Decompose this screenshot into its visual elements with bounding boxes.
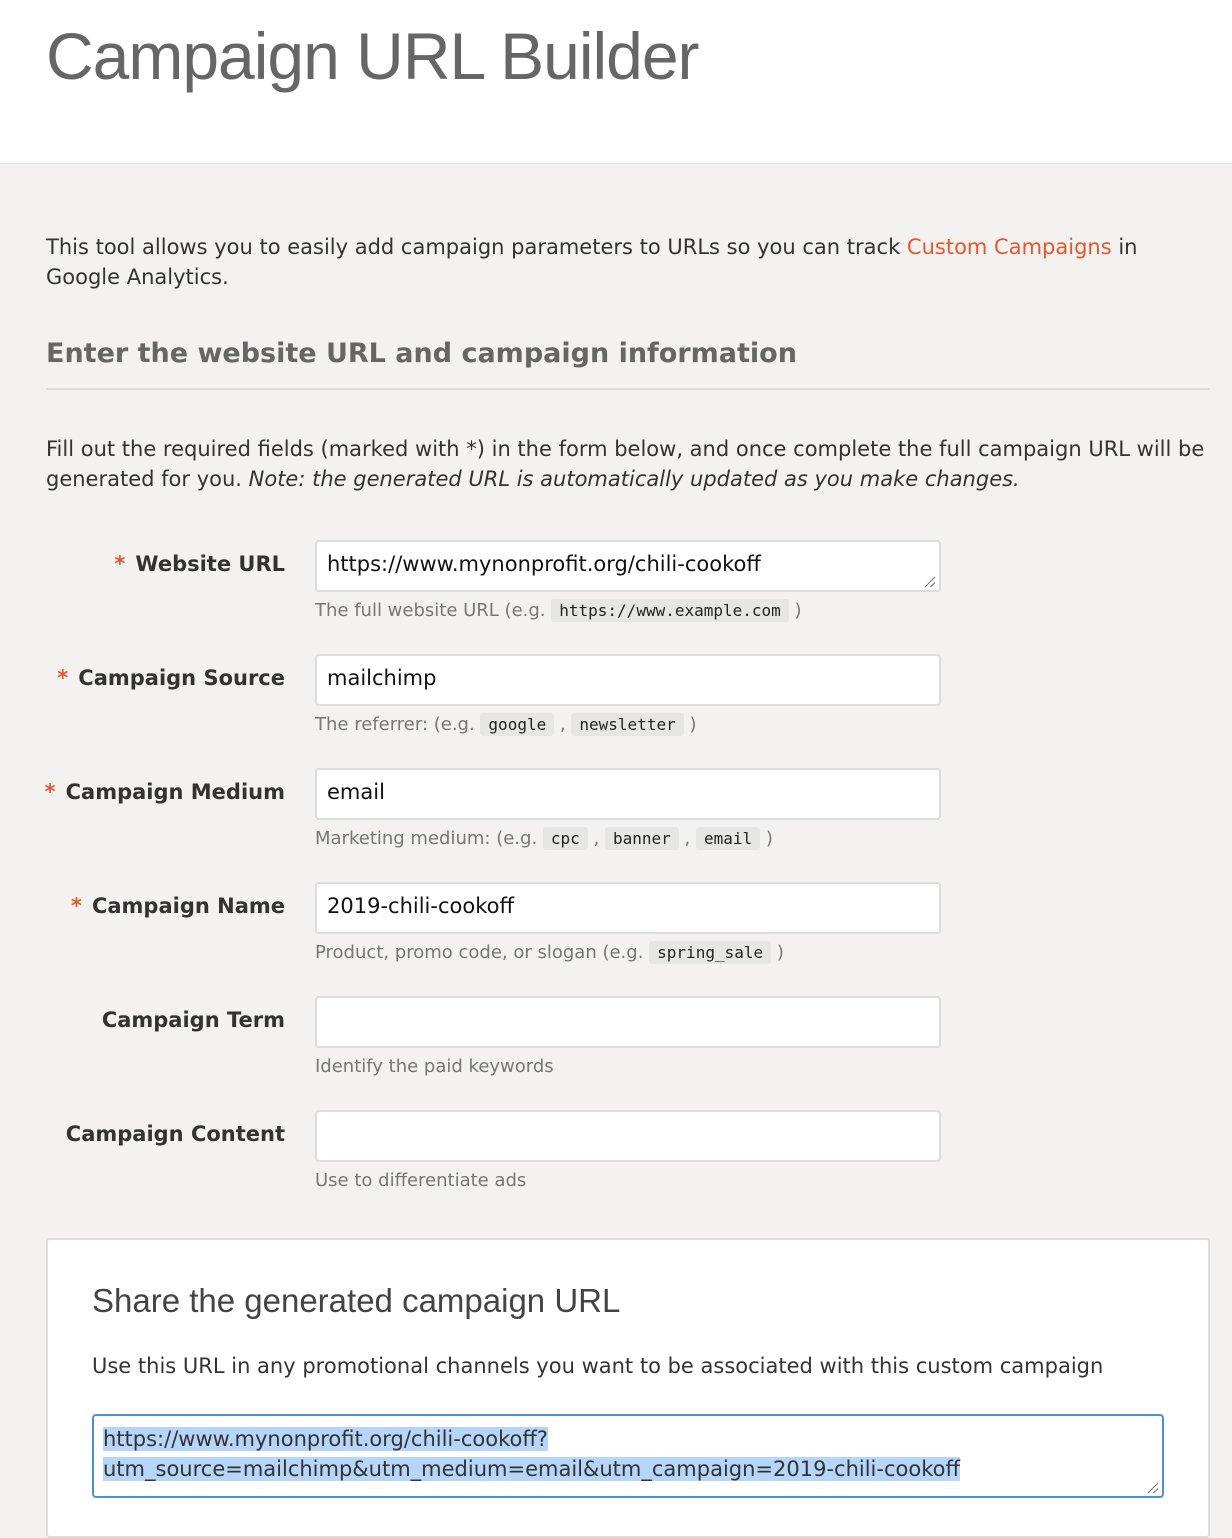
field-help: Marketing medium: (e.g. cpc , banner , email ) bbox=[315, 828, 773, 849]
field-label-text: Campaign Source bbox=[78, 666, 285, 690]
required-asterisk: * bbox=[44, 780, 56, 804]
field-label-text: Campaign Name bbox=[91, 894, 285, 918]
field-label bbox=[71, 894, 285, 918]
field-label-text: Website URL bbox=[135, 552, 285, 576]
help-text: Use to differentiate ads bbox=[315, 1170, 527, 1191]
generated-url-textarea[interactable] bbox=[92, 1414, 1164, 1498]
input-value: email bbox=[327, 780, 385, 804]
section-heading: Enter the website URL and campaign information bbox=[46, 338, 797, 369]
example-code: newsletter bbox=[571, 713, 683, 736]
field-label bbox=[114, 552, 285, 576]
help-text: Marketing medium: (e.g. bbox=[315, 828, 543, 849]
help-text: The full website URL (e.g. bbox=[315, 600, 552, 621]
intro-text bbox=[46, 232, 1206, 292]
instructions-note: Note: the generated URL is automatically updated as you make changes. bbox=[248, 467, 1020, 491]
field-label bbox=[102, 1008, 285, 1032]
field-help bbox=[315, 1170, 526, 1191]
field-label-text: Campaign Content bbox=[65, 1122, 285, 1146]
url-line-2: utm_source=mailchimp&utm_medium=email&utm_campaign=2019-chili-cookoff bbox=[103, 1457, 960, 1481]
input-value: 2019-chili-cookoff bbox=[327, 894, 514, 918]
field-label bbox=[66, 1122, 285, 1146]
field-label bbox=[45, 780, 285, 804]
field-help bbox=[315, 1056, 554, 1077]
instructions bbox=[46, 434, 1206, 494]
help-text: Product, promo code, or slogan (e.g. bbox=[315, 942, 650, 963]
input-value: mailchimp bbox=[327, 666, 437, 690]
example-code: cpc bbox=[543, 827, 588, 850]
example-code: https://www.example.com bbox=[551, 599, 789, 622]
example-code: email bbox=[696, 827, 760, 850]
field-help: Product, promo code, or slogan (e.g. spring_sale ) bbox=[315, 942, 784, 963]
custom-campaigns-link[interactable]: Custom Campaigns bbox=[906, 235, 1112, 259]
example-code: banner bbox=[605, 827, 679, 850]
field-label-text: Campaign Term bbox=[101, 1008, 285, 1032]
resize-handle-icon[interactable] bbox=[1146, 1481, 1158, 1493]
field-help: The referrer: (e.g. google , newsletter ) bbox=[315, 714, 697, 735]
campaign-source-input[interactable] bbox=[315, 654, 941, 706]
campaign-name-input[interactable] bbox=[315, 882, 941, 934]
campaign-term-input[interactable] bbox=[315, 996, 941, 1048]
share-description: Use this URL in any promotional channels you want to be associated with this custom campaign bbox=[92, 1354, 1104, 1378]
intro-after: in Google Analytics. bbox=[46, 235, 1138, 289]
instructions-text: Fill out the required fields (marked with *) in the form below, and once complete the full campaign URL will be generated for you. bbox=[46, 437, 1205, 491]
help-text: The referrer: (e.g. bbox=[315, 714, 481, 735]
input-value: https://www.mynonprofit.org/chili-cookoff bbox=[327, 552, 761, 576]
page-title: Campaign URL Builder bbox=[46, 19, 699, 93]
website-url-input[interactable] bbox=[315, 540, 941, 592]
help-text: Identify the paid keywords bbox=[315, 1056, 554, 1077]
required-asterisk: * bbox=[114, 552, 126, 576]
example-code: spring_sale bbox=[649, 941, 771, 964]
url-line-1: https://www.mynonprofit.org/chili-cookoff? bbox=[103, 1427, 548, 1451]
field-label bbox=[57, 666, 285, 690]
share-heading: Share the generated campaign URL bbox=[92, 1282, 621, 1319]
intro-before: This tool allows you to easily add campaign parameters to URLs so you can track bbox=[46, 235, 907, 259]
page-header bbox=[0, 0, 1232, 164]
share-card bbox=[46, 1238, 1210, 1538]
campaign-content-input[interactable] bbox=[315, 1110, 941, 1162]
campaign-medium-input[interactable] bbox=[315, 768, 941, 820]
field-help: The full website URL (e.g. https://www.example.com ) bbox=[315, 600, 802, 621]
required-asterisk: * bbox=[70, 894, 82, 918]
example-code: google bbox=[480, 713, 554, 736]
resize-handle-icon[interactable] bbox=[923, 575, 935, 587]
divider bbox=[46, 388, 1210, 390]
field-label-text: Campaign Medium bbox=[65, 780, 285, 804]
required-asterisk: * bbox=[57, 666, 69, 690]
